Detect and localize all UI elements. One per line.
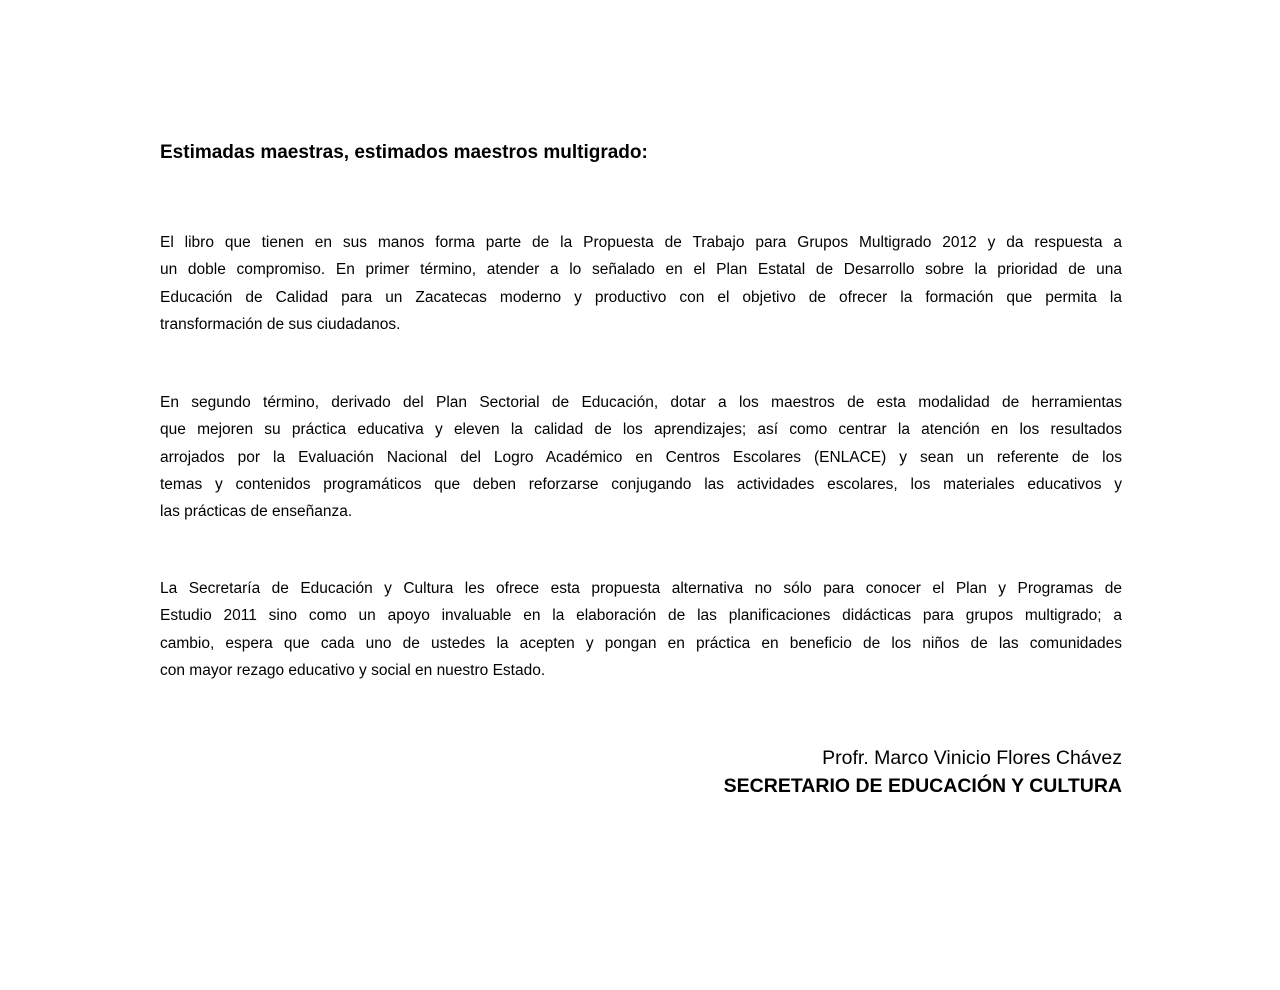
text-line: un doble compromiso. En primer término, atender a lo señalado en el Plan Estatal de Desarrollo sobre la prioridad de una xyxy=(160,261,1122,279)
text-line: arrojados por la Evaluación Nacional del Logro Académico en Centros Escolares (ENLACE) y sean un referente de los xyxy=(160,448,1122,466)
text-line: El libro que tienen en sus manos forma parte de la Propuesta de Trabajo para Grupos Multigrado 2012 y da respuesta a xyxy=(160,234,1122,251)
text-line: Estudio 2011 sino como un apoyo invaluable en la elaboración de las planificaciones didácticas para grupos multigrado; a xyxy=(160,607,1122,625)
text-line: temas y contenidos programáticos que deben reforzarse conjugando las actividades escolares, los materiales educativos y xyxy=(160,475,1122,493)
text-line: Educación de Calidad para un Zacatecas moderno y productivo con el objetivo de ofrecer la formación que permita la xyxy=(160,288,1122,306)
text-line: En segundo término, derivado del Plan Sectorial de Educación, dotar a los maestros de esta modalidad de herramientas xyxy=(160,394,1122,411)
text-line: La Secretaría de Educación y Cultura les ofrece esta propuesta alternativa no sólo para conocer el Plan y Programas de xyxy=(160,580,1122,597)
signature-role: SECRETARIO DE EDUCACIÓN Y CULTURA xyxy=(723,775,1122,797)
signature-name: Profr. Marco Vinicio Flores Chávez xyxy=(822,747,1122,769)
text-line: transformación de sus ciudadanos. xyxy=(160,315,401,333)
text-line: que mejoren su práctica educativa y eleven la calidad de los aprendizajes; así como centrar la atención en los resultados xyxy=(160,421,1122,439)
text-line: con mayor rezago educativo y social en nuestro Estado. xyxy=(160,661,546,679)
paragraph-2 xyxy=(160,389,1122,525)
paragraph-3 xyxy=(160,575,1122,684)
text-line: las prácticas de enseñanza. xyxy=(160,503,353,521)
paragraph-1 xyxy=(160,229,1122,338)
text-line: cambio, espera que cada uno de ustedes la acepten y pongan en práctica en beneficio de los niños de las comunidades xyxy=(160,634,1122,652)
greeting-heading: Estimadas maestras, estimados maestros multigrado: xyxy=(160,142,648,163)
